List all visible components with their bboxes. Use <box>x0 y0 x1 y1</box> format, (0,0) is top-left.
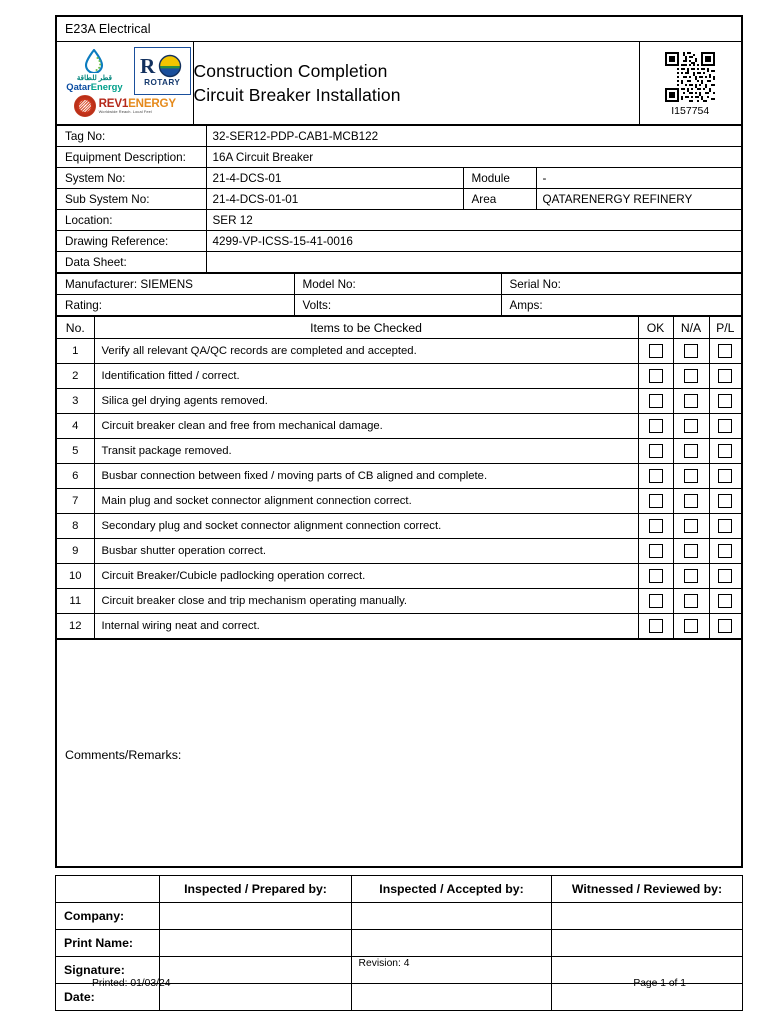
checkbox-na-cell[interactable] <box>673 364 709 389</box>
signoff-field-1[interactable] <box>160 903 352 930</box>
info-row-data-sheet <box>56 252 742 274</box>
checkbox-ok-checkbox[interactable] <box>649 519 663 533</box>
checkbox-pl-checkbox[interactable] <box>718 344 732 358</box>
checkbox-ok-cell[interactable] <box>638 564 673 589</box>
checklist-row-number: 3 <box>56 389 94 414</box>
checklist-row-number: 4 <box>56 414 94 439</box>
checkbox-ok-checkbox[interactable] <box>649 344 663 358</box>
checklist-row-item: Verify all relevant QA/QC records are completed and accepted. <box>94 339 638 364</box>
document-title-line1: Construction Completion <box>193 60 388 81</box>
checklist-row-number: 10 <box>56 564 94 589</box>
rev1-wordmark <box>99 98 176 110</box>
checkbox-pl-checkbox[interactable] <box>718 594 732 608</box>
info-row-manufacturer <box>56 273 742 295</box>
signoff-field-3[interactable] <box>552 930 743 957</box>
checklist-row <box>56 564 742 589</box>
footer-printed: Printed: 01/03/24 <box>92 978 171 989</box>
checkbox-na-checkbox[interactable] <box>684 344 698 358</box>
checklist-header-row <box>56 316 742 339</box>
checkbox-ok-checkbox[interactable] <box>649 544 663 558</box>
svg-text:R: R <box>140 54 156 79</box>
signoff-corner-cell <box>56 876 160 903</box>
checkbox-ok-cell[interactable] <box>638 439 673 464</box>
checkbox-ok-cell[interactable] <box>638 489 673 514</box>
document-title-line2: Circuit Breaker Installation <box>193 85 401 105</box>
document-title-cell <box>193 42 639 126</box>
tag-no-label: Tag No: <box>56 125 206 147</box>
signoff-field-2[interactable] <box>352 984 552 1011</box>
checklist-row-number: 2 <box>56 364 94 389</box>
checkbox-ok-checkbox[interactable] <box>649 469 663 483</box>
qatarenergy-droplet-icon <box>83 49 105 73</box>
info-row-location <box>56 210 742 231</box>
signoff-header-accepted: Inspected / Accepted by: <box>352 876 552 903</box>
rev1-tagline: Worldwide Reach. Local Feel <box>98 109 152 115</box>
checkbox-pl-checkbox[interactable] <box>718 419 732 433</box>
info-row-equipment-description <box>56 147 742 168</box>
checklist-row-number: 11 <box>56 589 94 614</box>
checkbox-pl-cell[interactable] <box>709 464 742 489</box>
module-label: Module <box>463 168 536 189</box>
form-document <box>55 15 743 1011</box>
checkbox-pl-cell[interactable] <box>709 489 742 514</box>
checklist-row <box>56 489 742 514</box>
document-id-label: I157754 <box>671 104 710 117</box>
checkbox-na-cell[interactable] <box>673 464 709 489</box>
checklist-row-item: Transit package removed. <box>94 439 638 464</box>
checkbox-na-checkbox[interactable] <box>684 544 698 558</box>
signoff-field-3[interactable] <box>552 903 743 930</box>
signoff-header-row <box>56 876 743 903</box>
checklist-row-item: Internal wiring neat and correct. <box>94 614 638 640</box>
column-header-ok: OK <box>638 316 673 339</box>
checklist-row-item: Silica gel drying agents removed. <box>94 389 638 414</box>
checklist-row-number: 8 <box>56 514 94 539</box>
checklist-row-item: Busbar connection between fixed / moving parts of CB aligned and complete. <box>94 464 638 489</box>
checklist-row <box>56 514 742 539</box>
system-no-label: System No: <box>56 168 206 189</box>
checklist-row <box>56 414 742 439</box>
checklist-row-item: Main plug and socket connector alignment connection correct. <box>94 489 638 514</box>
checkbox-ok-checkbox[interactable] <box>649 369 663 383</box>
checkbox-na-cell[interactable] <box>673 414 709 439</box>
tag-no-value[interactable]: 32-SER12-PDP-CAB1-MCB122 <box>206 125 742 147</box>
comments-row <box>56 639 742 867</box>
volts-label[interactable]: Volts: <box>294 295 501 317</box>
checkbox-pl-checkbox[interactable] <box>718 469 732 483</box>
checkbox-pl-cell[interactable] <box>709 364 742 389</box>
checklist-row-number: 12 <box>56 614 94 640</box>
checklist-row-item: Circuit breaker clean and free from mechanical damage. <box>94 414 638 439</box>
checklist-row <box>56 389 742 414</box>
checkbox-pl-checkbox[interactable] <box>718 494 732 508</box>
location-label: Location: <box>56 210 206 231</box>
logo-row-secondary <box>59 93 191 119</box>
area-label: Area <box>463 189 536 210</box>
checklist-row <box>56 364 742 389</box>
checkbox-ok-cell[interactable] <box>638 339 673 364</box>
manufacturer-table <box>55 272 743 317</box>
checkbox-na-checkbox[interactable] <box>684 494 698 508</box>
checklist-row <box>56 339 742 364</box>
checkbox-na-cell[interactable] <box>673 389 709 414</box>
checkbox-ok-checkbox[interactable] <box>649 619 663 633</box>
qr-code-icon <box>665 52 715 102</box>
checkbox-na-checkbox[interactable] <box>684 444 698 458</box>
checklist-row-item: Secondary plug and socket connector alignment connection correct. <box>94 514 638 539</box>
rev1-energy-globe-icon <box>74 95 96 117</box>
checkbox-na-checkbox[interactable] <box>684 369 698 383</box>
drawing-reference-value[interactable]: 4299-VP-ICSS-15-41-0016 <box>206 231 742 252</box>
checkbox-na-cell[interactable] <box>673 564 709 589</box>
checkbox-na-checkbox[interactable] <box>684 569 698 583</box>
column-header-pl: P/L <box>709 316 742 339</box>
comments-title: Comments/Remarks: <box>65 748 182 762</box>
checkbox-pl-cell[interactable] <box>709 589 742 614</box>
checklist-row <box>56 614 742 640</box>
signoff-row-label: Date: <box>56 984 160 1011</box>
module-value[interactable]: - <box>536 168 742 189</box>
column-header-items: Items to be Checked <box>94 316 638 339</box>
checkbox-pl-cell[interactable] <box>709 414 742 439</box>
signoff-field-1[interactable] <box>160 984 352 1011</box>
rating-label[interactable]: Rating: <box>56 295 294 317</box>
checkbox-pl-cell[interactable] <box>709 339 742 364</box>
checklist-table <box>55 315 743 640</box>
equipment-info-table <box>55 124 743 274</box>
qatarenergy-english-label <box>59 82 130 92</box>
header-main-row <box>56 42 742 126</box>
rotary-wordmark: ROTARY <box>144 78 181 88</box>
checklist-row <box>56 539 742 564</box>
signoff-table <box>55 875 743 1011</box>
qatarenergy-arabic-label: قطر للطاقة <box>76 73 113 83</box>
checkbox-pl-checkbox[interactable] <box>718 544 732 558</box>
checklist-row-number: 7 <box>56 489 94 514</box>
checkbox-ok-cell[interactable] <box>638 414 673 439</box>
comments-cell[interactable] <box>56 639 742 867</box>
checkbox-ok-cell[interactable] <box>638 464 673 489</box>
signoff-row-label: Company: <box>56 903 160 930</box>
checkbox-na-cell[interactable] <box>673 614 709 640</box>
checkbox-na-cell[interactable] <box>673 439 709 464</box>
checkbox-na-cell[interactable] <box>673 489 709 514</box>
checkbox-na-checkbox[interactable] <box>684 619 698 633</box>
checkbox-pl-checkbox[interactable] <box>718 369 732 383</box>
form-code-label: E23A Electrical <box>56 16 742 42</box>
drawing-reference-label: Drawing Reference: <box>56 231 206 252</box>
form-code-row <box>56 16 742 42</box>
signoff-row <box>56 903 743 930</box>
data-sheet-label: Data Sheet: <box>56 252 206 274</box>
system-no-value[interactable]: 21-4-DCS-01 <box>206 168 463 189</box>
checkbox-ok-checkbox[interactable] <box>649 569 663 583</box>
sub-system-no-value[interactable]: 21-4-DCS-01-01 <box>206 189 463 210</box>
checklist-row-number: 1 <box>56 339 94 364</box>
checkbox-ok-cell[interactable] <box>638 614 673 640</box>
rotary-ro-mark-icon <box>139 54 185 78</box>
checkbox-pl-cell[interactable] <box>709 539 742 564</box>
checkbox-pl-checkbox[interactable] <box>718 394 732 408</box>
header-table <box>55 15 743 126</box>
comments-table <box>55 638 743 868</box>
model-no-label[interactable]: Model No: <box>294 273 501 295</box>
qr-cell <box>639 42 742 126</box>
checklist-row <box>56 439 742 464</box>
checkbox-na-checkbox[interactable] <box>684 519 698 533</box>
checkbox-na-cell[interactable] <box>673 514 709 539</box>
checkbox-pl-cell[interactable] <box>709 389 742 414</box>
checkbox-ok-cell[interactable] <box>638 389 673 414</box>
signoff-row-label: Signature: <box>56 957 160 984</box>
checkbox-na-cell[interactable] <box>673 339 709 364</box>
checklist-row-number: 9 <box>56 539 94 564</box>
checkbox-ok-checkbox[interactable] <box>649 494 663 508</box>
signoff-field-1[interactable] <box>160 930 352 957</box>
signoff-header-witnessed: Witnessed / Reviewed by: <box>552 876 743 903</box>
checkbox-na-checkbox[interactable] <box>684 419 698 433</box>
checkbox-pl-cell[interactable] <box>709 514 742 539</box>
sub-system-no-label: Sub System No: <box>56 189 206 210</box>
serial-no-label[interactable]: Serial No: <box>501 273 742 295</box>
rev1-word-rev1: REV1 <box>98 96 129 110</box>
checkbox-pl-checkbox[interactable] <box>718 569 732 583</box>
rev1-energy-logo <box>99 98 176 115</box>
checkbox-na-cell[interactable] <box>673 539 709 564</box>
equipment-description-label: Equipment Description: <box>56 147 206 168</box>
checklist-row-item: Circuit Breaker/Cubicle padlocking operation correct. <box>94 564 638 589</box>
rotary-logo <box>134 47 191 95</box>
column-header-na: N/A <box>673 316 709 339</box>
checklist-row <box>56 589 742 614</box>
checkbox-na-checkbox[interactable] <box>684 394 698 408</box>
checklist-row-item: Identification fitted / correct. <box>94 364 638 389</box>
data-sheet-value[interactable] <box>206 252 742 274</box>
checkbox-ok-cell[interactable] <box>638 364 673 389</box>
checkbox-ok-cell[interactable] <box>638 539 673 564</box>
rev1-word-energy: ENERGY <box>128 96 176 110</box>
signoff-field-2[interactable] <box>352 930 552 957</box>
location-value[interactable]: SER 12 <box>206 210 742 231</box>
checklist-row <box>56 464 742 489</box>
checkbox-na-checkbox[interactable] <box>684 469 698 483</box>
checklist-row-number: 6 <box>56 464 94 489</box>
qatarenergy-word-qatar: Qatar <box>66 80 91 92</box>
checklist-row-item: Circuit breaker close and trip mechanism operating manually. <box>94 589 638 614</box>
signoff-row-label: Print Name: <box>56 930 160 957</box>
equipment-description-value[interactable]: 16A Circuit Breaker <box>206 147 742 168</box>
signoff-row <box>56 930 743 957</box>
checkbox-pl-checkbox[interactable] <box>718 444 732 458</box>
checkbox-ok-checkbox[interactable] <box>649 594 663 608</box>
checkbox-na-cell[interactable] <box>673 589 709 614</box>
checkbox-ok-checkbox[interactable] <box>649 419 663 433</box>
checklist-row-number: 5 <box>56 439 94 464</box>
checkbox-ok-checkbox[interactable] <box>649 444 663 458</box>
signoff-field-2[interactable] <box>352 903 552 930</box>
manufacturer-label[interactable]: Manufacturer: SIEMENS <box>56 273 294 295</box>
checkbox-ok-cell[interactable] <box>638 514 673 539</box>
checkbox-pl-cell[interactable] <box>709 614 742 640</box>
qatarenergy-word-energy: Energy <box>90 80 123 92</box>
qatarenergy-logo <box>59 49 130 91</box>
checkbox-na-checkbox[interactable] <box>684 594 698 608</box>
signoff-header-prepared: Inspected / Prepared by: <box>160 876 352 903</box>
checkbox-pl-checkbox[interactable] <box>718 519 732 533</box>
checkbox-ok-checkbox[interactable] <box>649 394 663 408</box>
checkbox-pl-checkbox[interactable] <box>718 619 732 633</box>
amps-label[interactable]: Amps: <box>501 295 742 317</box>
checkbox-ok-cell[interactable] <box>638 589 673 614</box>
column-header-no: No. <box>56 316 94 339</box>
logo-cell <box>56 42 193 126</box>
checkbox-pl-cell[interactable] <box>709 564 742 589</box>
info-row-sub-system-no <box>56 189 742 210</box>
info-row-drawing-reference <box>56 231 742 252</box>
footer-revision: Revision: 4 <box>358 958 410 969</box>
logo-row-primary <box>59 47 191 94</box>
info-row-rating <box>56 295 742 317</box>
area-value[interactable]: QATARENERGY REFINERY <box>536 189 742 210</box>
checkbox-pl-cell[interactable] <box>709 439 742 464</box>
checklist-row-item: Busbar shutter operation correct. <box>94 539 638 564</box>
info-row-tag-no <box>56 125 742 147</box>
info-row-system-no <box>56 168 742 189</box>
footer-page-number: Page 1 of 1 <box>633 978 686 989</box>
